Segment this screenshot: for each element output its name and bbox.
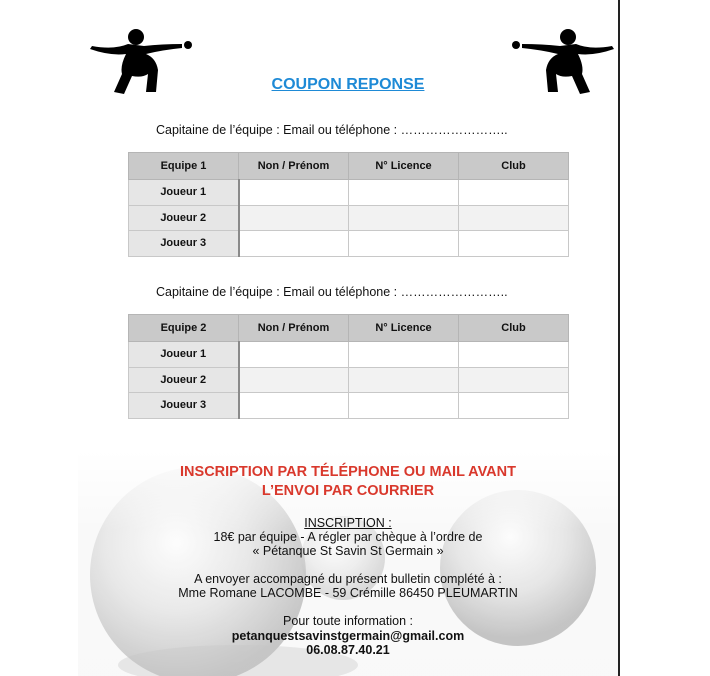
license-cell[interactable] xyxy=(349,393,459,419)
player-label: Joueur 1 xyxy=(129,342,239,368)
contact-email[interactable]: petanquestsavinstgermain@gmail.com xyxy=(231,629,465,643)
price-line: 18€ par équipe - A régler par chèque à l’ordre de xyxy=(213,530,483,544)
table-row xyxy=(129,231,569,257)
license-cell[interactable] xyxy=(349,205,459,231)
license-cell[interactable] xyxy=(349,367,459,393)
name-cell[interactable] xyxy=(239,342,349,368)
team2-captain-line: Capitaine de l’équipe : Email ou téléphone : …………………….. xyxy=(156,285,508,299)
license-cell[interactable] xyxy=(349,342,459,368)
table-row xyxy=(129,342,569,368)
table-row xyxy=(129,367,569,393)
coupon-page xyxy=(78,0,618,676)
coupon-title: COUPON REPONSE xyxy=(271,76,425,93)
table-row xyxy=(129,393,569,419)
name-cell[interactable] xyxy=(239,393,349,419)
team1-table xyxy=(128,152,569,257)
registration-heading-line2: L’ENVOI PAR COURRIER xyxy=(261,483,435,499)
license-cell[interactable] xyxy=(349,231,459,257)
name-cell[interactable] xyxy=(239,205,349,231)
name-cell[interactable] xyxy=(239,231,349,257)
team1-label: Equipe 1 xyxy=(129,153,239,180)
club-cell[interactable] xyxy=(459,342,569,368)
club-header: Club xyxy=(459,315,569,342)
player-label: Joueur 3 xyxy=(129,393,239,419)
club-cell[interactable] xyxy=(459,393,569,419)
name-header: Non / Prénom xyxy=(239,153,349,180)
license-cell[interactable] xyxy=(349,180,459,206)
table-row xyxy=(129,180,569,206)
license-header: N° Licence xyxy=(349,315,459,342)
contact-label: Pour toute information : xyxy=(283,614,413,628)
name-cell[interactable] xyxy=(239,180,349,206)
table-row xyxy=(129,205,569,231)
mailing-address: Mme Romane LACOMBE - 59 Crémille 86450 PLEUMARTIN xyxy=(178,586,518,600)
registration-heading-line1: INSCRIPTION PAR TÉLÉPHONE OU MAIL AVANT xyxy=(180,464,516,480)
send-instruction: A envoyer accompagné du présent bulletin complété à : xyxy=(194,572,502,586)
name-cell[interactable] xyxy=(239,367,349,393)
license-header: N° Licence xyxy=(349,153,459,180)
team2-label: Equipe 2 xyxy=(129,315,239,342)
team2-table xyxy=(128,314,569,419)
player-label: Joueur 2 xyxy=(129,367,239,393)
name-header: Non / Prénom xyxy=(239,315,349,342)
inscription-label: INSCRIPTION : xyxy=(304,516,392,530)
club-cell[interactable] xyxy=(459,180,569,206)
player-label: Joueur 2 xyxy=(129,205,239,231)
player-label: Joueur 1 xyxy=(129,180,239,206)
club-cell[interactable] xyxy=(459,367,569,393)
club-cell[interactable] xyxy=(459,231,569,257)
payee-line: « Pétanque St Savin St Germain » xyxy=(252,544,444,558)
player-label: Joueur 3 xyxy=(129,231,239,257)
page-edge-divider xyxy=(618,0,620,676)
club-header: Club xyxy=(459,153,569,180)
team1-captain-line: Capitaine de l’équipe : Email ou téléphone : …………………….. xyxy=(156,123,508,137)
contact-phone[interactable]: 06.08.87.40.21 xyxy=(306,643,390,657)
club-cell[interactable] xyxy=(459,205,569,231)
registration-heading xyxy=(78,463,618,501)
